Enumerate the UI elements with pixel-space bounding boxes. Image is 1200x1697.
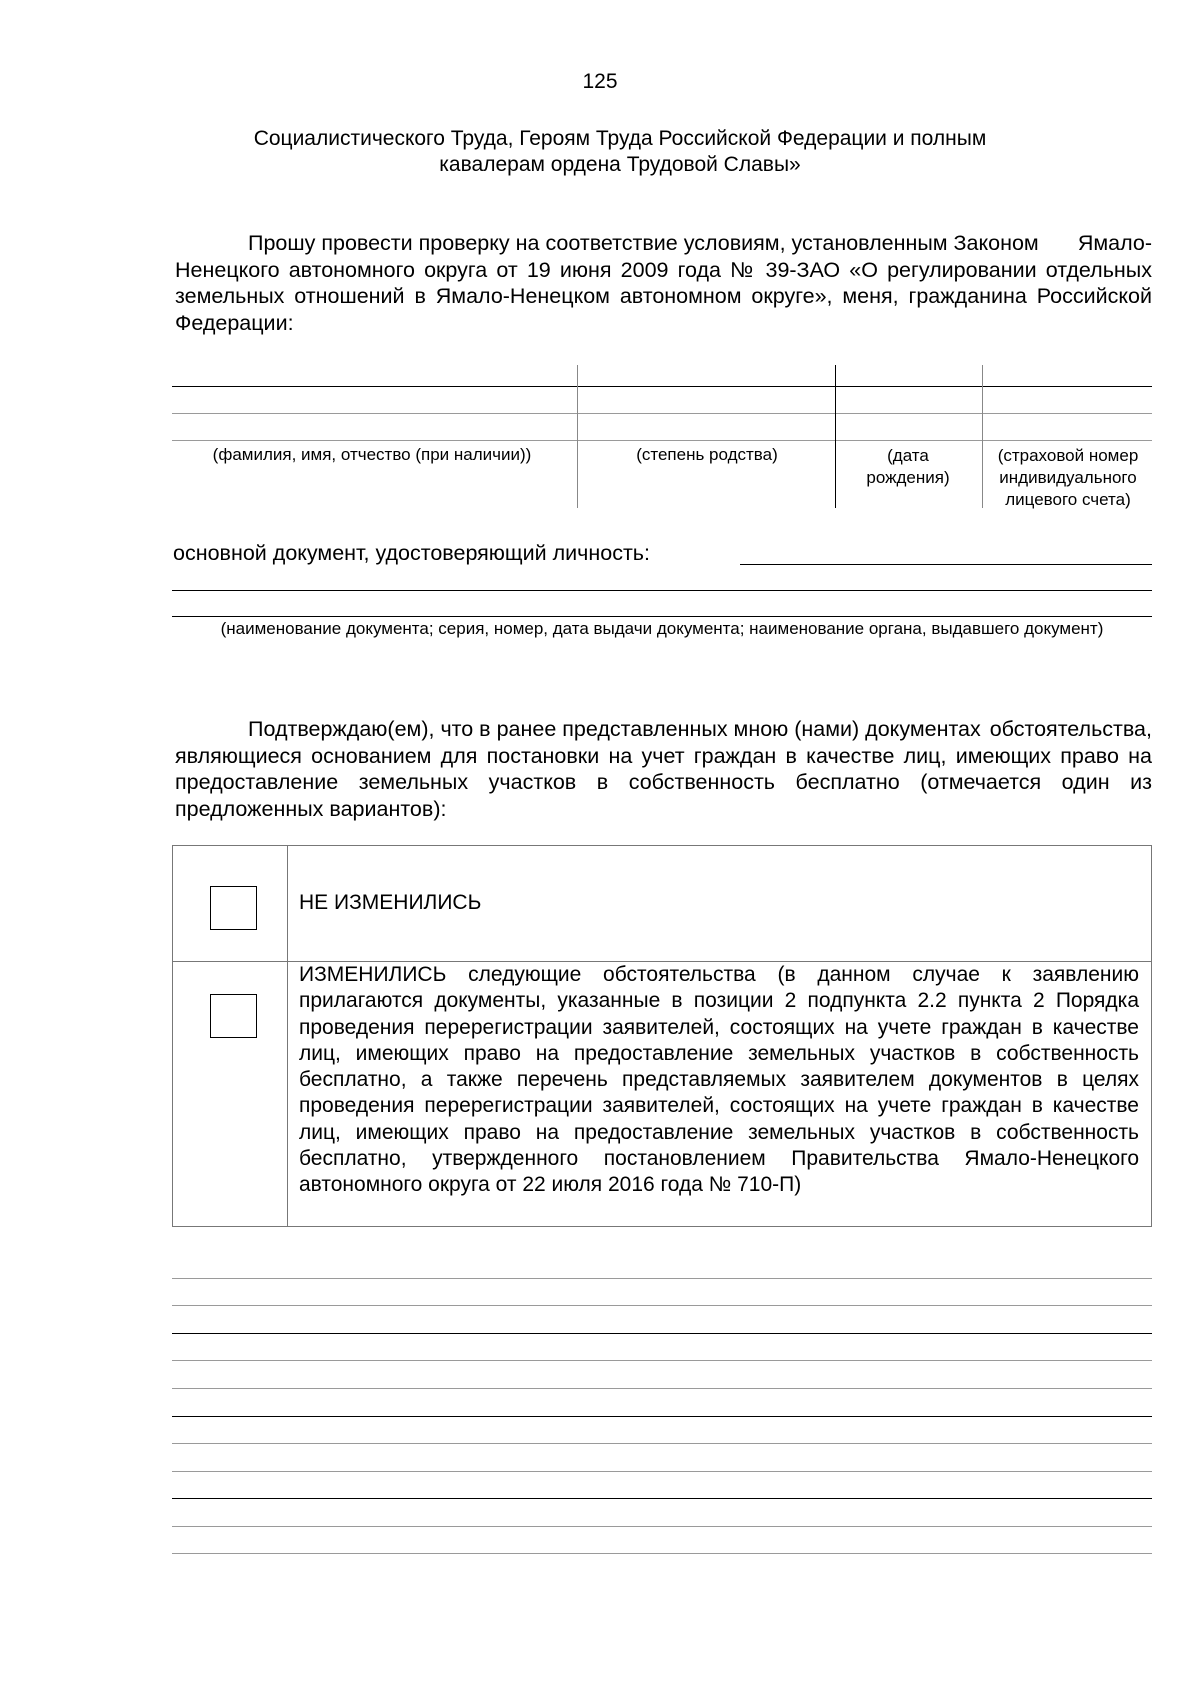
table-divider-2 <box>835 365 836 508</box>
changed-checkbox[interactable] <box>210 994 257 1038</box>
table-divider-1 <box>577 365 578 508</box>
option-unchanged-label: НЕ ИЗМЕНИЛИСЬ <box>299 891 482 914</box>
identity-line-3[interactable] <box>172 616 1152 617</box>
caption-relation: (степень родства) <box>636 445 778 464</box>
confirm-paragraph-rest: обстоятельства, являющиеся основанием для постановки на учет граждан в качестве лиц, имеющих право на предоставление земельных участков в собственность бесплатно (отмечается один из предложенных вариантов): <box>175 717 1152 821</box>
request-paragraph-rest: Ямало-Ненецкого автономного округа от 19 июня 2009 года № 39-ЗАО «О регулировании отдельных земельных отношений в Ямало-Ненецком автономном округе», меня, гражданина Российской Федерации: <box>175 231 1152 335</box>
identity-label: основной документ, удостоверяющий личность: <box>173 541 650 565</box>
identity-line-1[interactable] <box>740 564 1152 565</box>
blank-line[interactable] <box>172 1498 1152 1499</box>
blank-line[interactable] <box>172 1443 1152 1444</box>
blank-line[interactable] <box>172 1305 1152 1306</box>
header-title <box>170 126 1070 178</box>
identity-line-2[interactable] <box>172 590 1152 591</box>
caption-snils: (страховой номер индивидуального лицевого счета) <box>997 446 1139 509</box>
header-line-1: Социалистического Труда, Героям Труда Российской Федерации и полным <box>253 127 987 150</box>
confirm-paragraph-start: Подтверждаю(ем), что в ранее представленных мною (нами) документах <box>248 717 981 741</box>
header-line-2: кавалерам ордена Трудовой Славы» <box>439 153 801 176</box>
request-paragraph <box>175 230 1152 336</box>
unchanged-checkbox[interactable] <box>210 886 257 930</box>
caption-name: (фамилия, имя, отчество (при наличии)) <box>212 445 532 464</box>
caption-birth-date: (дата рождения) <box>866 446 950 487</box>
confirm-paragraph <box>175 716 1152 822</box>
options-divider-vertical <box>287 846 288 1226</box>
page-number: 125 <box>582 70 618 93</box>
identity-caption: (наименование документа; серия, номер, дата выдачи документа; наименование органа, выдавшего документ) <box>220 619 1104 638</box>
name-line-3[interactable] <box>172 440 1152 441</box>
blank-line[interactable] <box>172 1360 1152 1361</box>
blank-line[interactable] <box>172 1416 1152 1417</box>
name-line-1[interactable] <box>172 386 1152 387</box>
blank-line[interactable] <box>172 1278 1152 1279</box>
blank-line[interactable] <box>172 1553 1152 1554</box>
blank-line[interactable] <box>172 1388 1152 1389</box>
blank-line[interactable] <box>172 1526 1152 1527</box>
blank-line[interactable] <box>172 1471 1152 1472</box>
blank-line[interactable] <box>172 1333 1152 1334</box>
options-table <box>172 845 1152 1227</box>
name-line-2[interactable] <box>172 413 1152 414</box>
option-changed-label: ИЗМЕНИЛИСЬ следующие обстоятельства (в данном случае к заявлению прилагаются документы, указанные в позиции 2 подпункта 2.2 пункта 2 Порядка проведения перерегистрации заявителей, состоящих на учете граждан в качестве лиц, имеющих право на предоставление земельных участков в собственность бесплатно, а также перечень представляемых заявителем документов в целях проведения перерегистрации заявителей, состоящих на учете граждан в качестве лиц, имеющих право на предоставление земельных участков в собственность бесплатно, утвержденного постановлением Правительства Ямало-Ненецкого автономного округа от 22 июля 2016 года № 710-П) <box>299 963 1139 1197</box>
request-paragraph-start: Прошу провести проверку на соответствие условиям, установленным Законом <box>248 231 1039 255</box>
